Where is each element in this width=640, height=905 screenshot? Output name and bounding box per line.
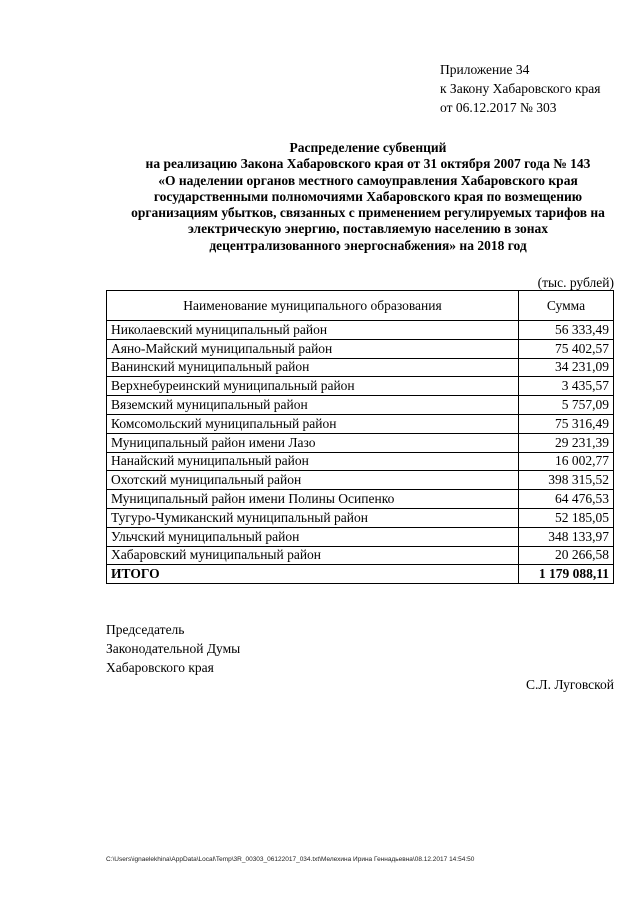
municipality-name: Николаевский муниципальный район bbox=[107, 321, 519, 340]
table-row bbox=[107, 358, 614, 377]
table-row bbox=[107, 490, 614, 509]
municipality-name: Охотский муниципальный район bbox=[107, 471, 519, 490]
municipality-name: Вяземский муниципальный район bbox=[107, 396, 519, 415]
appendix-line: Приложение 34 bbox=[440, 62, 530, 77]
municipality-name: Верхнебуреинский муниципальный район bbox=[107, 377, 519, 396]
amount: 56 333,49 bbox=[519, 321, 614, 340]
units-label: (тыс. рублей) bbox=[537, 275, 614, 290]
amount: 75 402,57 bbox=[519, 339, 614, 358]
amount: 5 757,09 bbox=[519, 396, 614, 415]
table-row bbox=[107, 508, 614, 527]
amount: 348 133,97 bbox=[519, 527, 614, 546]
amount: 34 231,09 bbox=[519, 358, 614, 377]
amount: 16 002,77 bbox=[519, 452, 614, 471]
table-row bbox=[107, 321, 614, 340]
signature-line: Председатель bbox=[106, 622, 185, 637]
table-row bbox=[107, 452, 614, 471]
signatory-name: С.Л. Луговской bbox=[526, 677, 614, 692]
municipality-name: Ванинский муниципальный район bbox=[107, 358, 519, 377]
signature-line: Законодательной Думы bbox=[106, 641, 241, 656]
municipality-name: Ульчский муниципальный район bbox=[107, 527, 519, 546]
municipality-name: Нанайский муниципальный район bbox=[107, 452, 519, 471]
title-line: государственными полномочиями Хабаровского края по возмещению bbox=[153, 188, 583, 204]
municipality-name: Хабаровский муниципальный район bbox=[107, 546, 519, 565]
header-name: Наименование муниципального образования bbox=[107, 291, 519, 321]
document-title bbox=[100, 140, 636, 254]
title-line: децентрализованного энергоснабжения» на 2018 год bbox=[209, 237, 527, 253]
total-label: ИТОГО bbox=[107, 565, 519, 584]
title-line: организациям убытков, связанных с применением регулируемых тарифов на bbox=[131, 205, 605, 221]
file-path-footer: C:\Users\ignaelekhina\AppData\Local\Temp\3R_00303_06122017_034.txt\Мелехина Ирина Геннадьевна\08.12.2017 14:54:50 bbox=[106, 856, 475, 863]
amount: 398 315,52 bbox=[519, 471, 614, 490]
title-line: электрическую энергию, поставляемую населению в зонах bbox=[187, 221, 549, 237]
table-row bbox=[107, 396, 614, 415]
amount: 20 266,58 bbox=[519, 546, 614, 565]
municipality-name: Муниципальный район имени Полины Осипенко bbox=[107, 490, 519, 509]
table-row bbox=[107, 414, 614, 433]
signature-block bbox=[106, 620, 240, 677]
total-row bbox=[107, 565, 614, 584]
title-line: Распределение субвенций bbox=[289, 140, 447, 155]
amount: 64 476,53 bbox=[519, 490, 614, 509]
municipality-name: Комсомольский муниципальный район bbox=[107, 414, 519, 433]
municipality-name: Аяно-Майский муниципальный район bbox=[107, 339, 519, 358]
table-row bbox=[107, 546, 614, 565]
appendix-line: от 06.12.2017 № 303 bbox=[440, 100, 557, 115]
amount: 52 185,05 bbox=[519, 508, 614, 527]
title-line: «О наделении органов местного самоуправления Хабаровского края bbox=[158, 172, 578, 188]
municipality-name: Тугуро-Чумиканский муниципальный район bbox=[107, 508, 519, 527]
municipality-name: Муниципальный район имени Лазо bbox=[107, 433, 519, 452]
appendix-line: к Закону Хабаровского края bbox=[440, 81, 601, 96]
amount: 75 316,49 bbox=[519, 414, 614, 433]
table-header-row bbox=[107, 291, 614, 321]
appendix-note bbox=[440, 60, 601, 117]
title-line: на реализацию Закона Хабаровского края от 31 октября 2007 года № 143 bbox=[145, 156, 591, 172]
table-row bbox=[107, 471, 614, 490]
table-row bbox=[107, 527, 614, 546]
amount: 29 231,39 bbox=[519, 433, 614, 452]
signature-line: Хабаровского края bbox=[106, 660, 214, 675]
table-row bbox=[107, 433, 614, 452]
table-row bbox=[107, 377, 614, 396]
amount: 3 435,57 bbox=[519, 377, 614, 396]
total-amount: 1 179 088,11 bbox=[519, 565, 614, 584]
header-sum: Сумма bbox=[519, 291, 614, 321]
table-row bbox=[107, 339, 614, 358]
subsidy-table bbox=[106, 290, 614, 584]
